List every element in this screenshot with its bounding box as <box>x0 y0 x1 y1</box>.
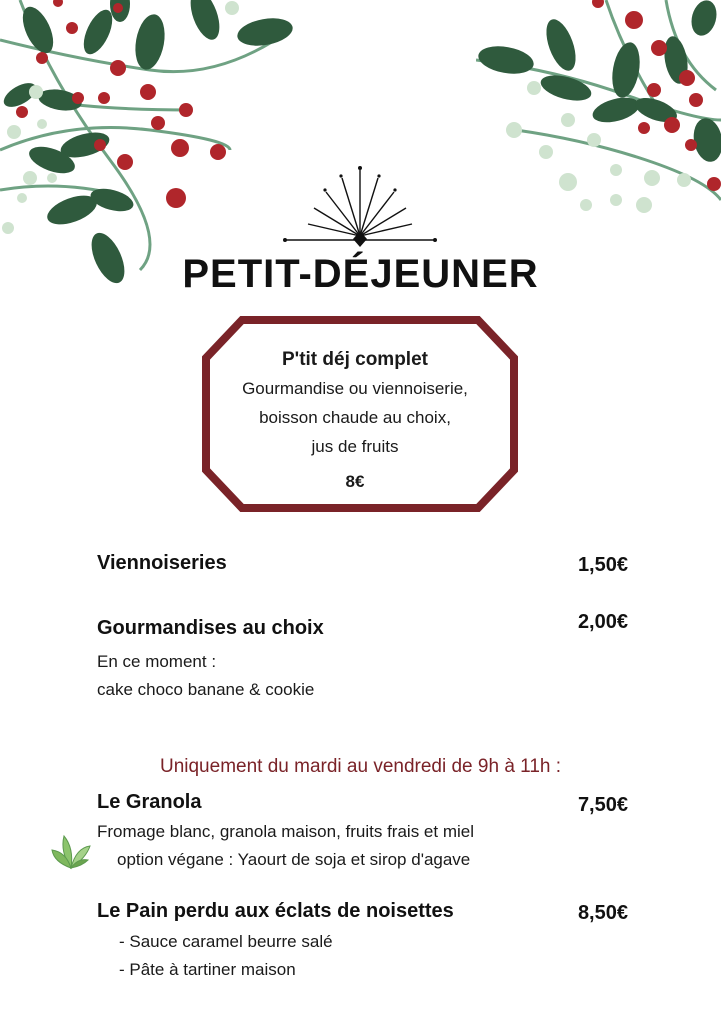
item-title: Le Pain perdu aux éclats de noisettes <box>97 900 454 922</box>
item-title: Viennoiseries <box>97 552 227 574</box>
item-description-line: - Pâte à tartiner maison <box>119 960 296 979</box>
offer-line: Gourmandise ou viennoiserie, <box>242 379 468 398</box>
item-description <box>97 648 314 704</box>
item-price: 2,00€ <box>577 611 628 633</box>
vegan-leaf-icon <box>50 832 92 872</box>
item-description-line: En ce moment : <box>97 652 217 671</box>
holly-branch-left-decoration <box>0 0 300 290</box>
item-price: 7,50€ <box>577 794 628 816</box>
item-description-line: Fromage blanc, granola maison, fruits frais et miel <box>97 822 474 841</box>
item-description-line: cake choco banane & cookie <box>97 680 315 699</box>
page-title: PETIT-DÉJEUNER <box>182 252 539 296</box>
featured-offer <box>210 345 500 496</box>
item-title: Gourmandises au choix <box>97 617 324 639</box>
availability-note: Uniquement du mardi au vendredi de 9h à 11h : <box>159 756 562 777</box>
sunburst-emblem-icon <box>282 162 438 250</box>
item-title: Le Granola <box>97 791 202 813</box>
holly-branch-right-decoration <box>476 0 721 220</box>
item-price: 8,50€ <box>577 902 628 924</box>
item-description-line: option végane : Yaourt de soja et sirop d'agave <box>117 850 471 869</box>
offer-line: jus de fruits <box>311 437 399 456</box>
item-description <box>97 818 474 874</box>
item-price: 1,50€ <box>577 554 628 576</box>
offer-name: P'tit déj complet <box>282 349 428 370</box>
offer-price: 8€ <box>345 472 365 491</box>
offer-line: boisson chaude au choix, <box>259 408 451 427</box>
item-description <box>97 928 333 984</box>
item-description-line: - Sauce caramel beurre salé <box>119 932 333 951</box>
